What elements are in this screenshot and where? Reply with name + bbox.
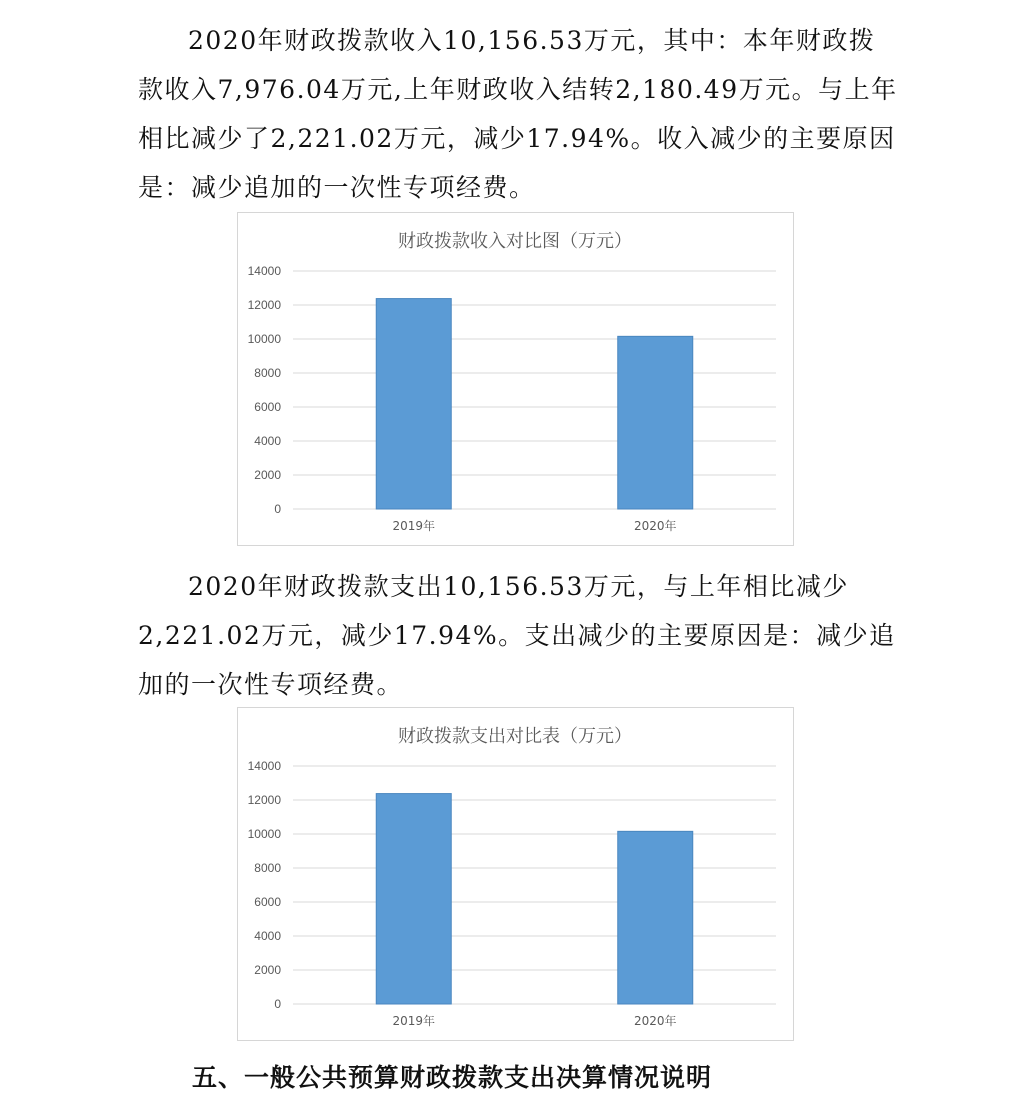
x-category-label: 2019年 [392, 519, 436, 533]
y-tick-label: 10000 [247, 827, 281, 841]
income-paragraph: 2020年财政拨款收入10,156.53万元，其中：本年财政拨款收入7,976.04万元,上年财政收入结转2,180.49万元。与上年相比减少了2,221.02万元，减少17.94%。收入减少的主要原因是：减少追加的一次性专项经费。 [138, 26, 898, 202]
y-tick-label: 12000 [247, 298, 281, 312]
bar-2019年 [376, 299, 451, 509]
y-tick-label: 0 [274, 502, 281, 516]
bar-2020年 [618, 336, 693, 509]
expenditure-comparison-chart [237, 707, 794, 1041]
y-tick-label: 12000 [247, 793, 281, 807]
y-tick-label: 14000 [247, 264, 281, 278]
chart-title: 财政拨款收入对比图（万元） [398, 231, 632, 252]
expenditure-chart-svg [238, 708, 793, 1040]
bar-2020年 [618, 831, 693, 1004]
y-tick-label: 0 [274, 997, 281, 1011]
chart-title: 财政拨款支出对比表（万元） [398, 726, 632, 747]
income-comparison-chart [237, 212, 794, 546]
x-category-label: 2020年 [633, 519, 677, 533]
y-tick-label: 10000 [247, 332, 281, 346]
y-tick-label: 6000 [254, 400, 281, 414]
y-tick-label: 8000 [254, 861, 281, 875]
y-tick-label: 2000 [254, 963, 281, 977]
income-chart-svg [238, 213, 793, 545]
y-tick-label: 14000 [247, 759, 281, 773]
y-tick-label: 2000 [254, 468, 281, 482]
y-tick-label: 4000 [254, 434, 281, 448]
expenditure-paragraph: 2020年财政拨款支出10,156.53万元，与上年相比减少2,221.02万元，减少17.94%。支出减少的主要原因是：减少追加的一次性专项经费。 [138, 572, 896, 699]
section-heading: 五、一般公共预算财政拨款支出决算情况说明 [192, 1063, 713, 1092]
x-category-label: 2020年 [633, 1014, 677, 1028]
bar-2019年 [376, 794, 451, 1004]
y-tick-label: 6000 [254, 895, 281, 909]
y-tick-label: 8000 [254, 366, 281, 380]
x-category-label: 2019年 [392, 1014, 436, 1028]
y-tick-label: 4000 [254, 929, 281, 943]
